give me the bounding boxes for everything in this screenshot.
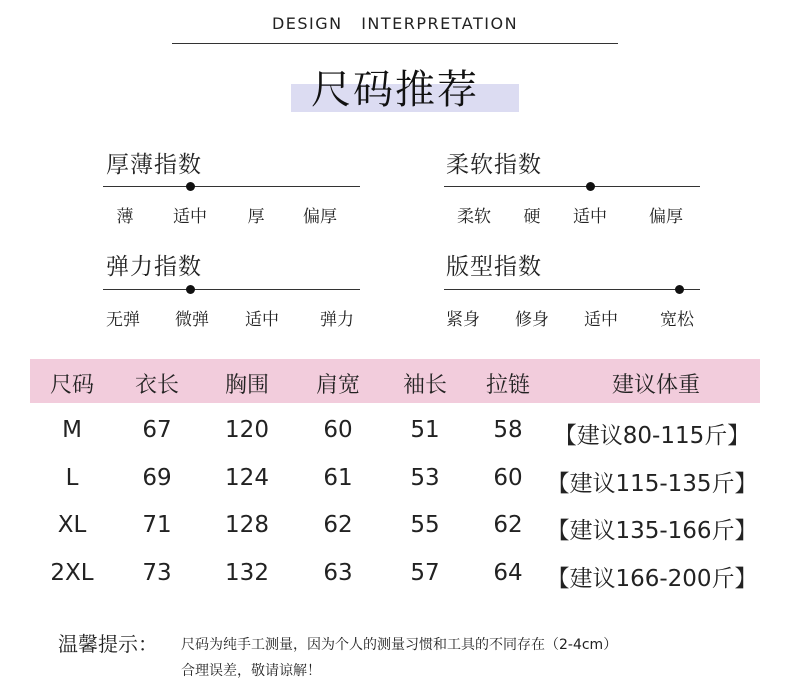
elasticity-index-scale bbox=[103, 289, 360, 290]
size-table-header-shoulder: 肩宽 bbox=[315, 373, 361, 398]
table-row-m-length: 67 bbox=[142, 417, 172, 443]
elasticity-label-1: 无弹 bbox=[106, 310, 140, 330]
header-divider bbox=[172, 43, 618, 44]
table-row-m-zipper: 58 bbox=[493, 417, 523, 443]
table-row-2xl-size: 2XL bbox=[50, 560, 94, 586]
elasticity-index-title: 弹力指数 bbox=[106, 254, 202, 280]
table-row-l-size: L bbox=[65, 465, 79, 491]
thickness-label-1: 薄 bbox=[116, 207, 134, 227]
table-row-xl-sleeve: 55 bbox=[410, 512, 440, 538]
thickness-index-marker bbox=[186, 182, 195, 191]
table-row-m-chest: 120 bbox=[225, 417, 269, 443]
softness-label-4: 偏厚 bbox=[649, 207, 683, 227]
table-row-2xl-shoulder: 63 bbox=[323, 560, 353, 586]
table-row-m-shoulder: 60 bbox=[323, 417, 353, 443]
table-row-m-weight: 【建议80-115斤】 bbox=[553, 423, 751, 449]
softness-label-3: 适中 bbox=[573, 207, 607, 227]
note-line-2: 合理误差，敬请谅解！ bbox=[181, 663, 321, 679]
table-row-l-sleeve: 53 bbox=[410, 465, 440, 491]
fit-index-title: 版型指数 bbox=[446, 254, 542, 280]
fit-label-1: 紧身 bbox=[446, 310, 480, 330]
softness-index-marker bbox=[586, 182, 595, 191]
table-row-xl-shoulder: 62 bbox=[323, 512, 353, 538]
table-row-2xl-chest: 132 bbox=[225, 560, 269, 586]
note-line-1: 尺码为纯手工测量，因为个人的测量习惯和工具的不同存在（2-4cm） bbox=[181, 637, 618, 653]
table-row-m-size: M bbox=[62, 417, 82, 443]
table-row-xl-length: 71 bbox=[142, 512, 172, 538]
elasticity-label-3: 适中 bbox=[245, 310, 279, 330]
fit-label-4: 宽松 bbox=[660, 310, 694, 330]
page-title: 尺码推荐 bbox=[311, 67, 479, 113]
thickness-index-title: 厚薄指数 bbox=[106, 152, 202, 178]
thickness-label-4: 偏厚 bbox=[303, 207, 337, 227]
table-row-l-length: 69 bbox=[142, 465, 172, 491]
size-table-header-chest: 胸围 bbox=[224, 373, 270, 398]
softness-index-title: 柔软指数 bbox=[446, 152, 542, 178]
thickness-label-2: 适中 bbox=[173, 207, 207, 227]
note-title: 温馨提示： bbox=[58, 632, 158, 656]
table-row-2xl-length: 73 bbox=[142, 560, 172, 586]
elasticity-index-marker bbox=[186, 285, 195, 294]
table-row-2xl-sleeve: 57 bbox=[410, 560, 440, 586]
table-row-xl-size: XL bbox=[57, 512, 87, 538]
fit-index-scale bbox=[444, 289, 700, 290]
header-english-title: DESIGN INTERPRETATION bbox=[271, 14, 519, 33]
table-row-2xl-zipper: 64 bbox=[493, 560, 523, 586]
size-table-header-weight: 建议体重 bbox=[611, 373, 701, 398]
softness-label-2: 硬 bbox=[523, 207, 541, 227]
table-row-xl-weight: 【建议135-166斤】 bbox=[546, 518, 758, 544]
size-table-header-size: 尺码 bbox=[49, 373, 95, 398]
thickness-label-3: 厚 bbox=[247, 207, 265, 227]
table-row-l-weight: 【建议115-135斤】 bbox=[546, 471, 758, 497]
fit-label-2: 修身 bbox=[515, 310, 549, 330]
size-table-header-zipper: 拉链 bbox=[485, 373, 531, 398]
table-row-l-zipper: 60 bbox=[493, 465, 523, 491]
table-row-l-shoulder: 61 bbox=[323, 465, 353, 491]
elasticity-label-2: 微弹 bbox=[175, 310, 209, 330]
size-table-header-length: 衣长 bbox=[134, 373, 180, 398]
table-row-l-chest: 124 bbox=[225, 465, 269, 491]
table-row-2xl-weight: 【建议166-200斤】 bbox=[546, 566, 758, 592]
softness-label-1: 柔软 bbox=[457, 207, 491, 227]
thickness-index-scale bbox=[103, 186, 360, 187]
size-table-header-sleeve: 袖长 bbox=[402, 373, 448, 398]
table-row-xl-zipper: 62 bbox=[493, 512, 523, 538]
table-row-m-sleeve: 51 bbox=[410, 417, 440, 443]
softness-index-scale bbox=[444, 186, 700, 187]
elasticity-label-4: 弹力 bbox=[320, 310, 354, 330]
fit-index-marker bbox=[675, 285, 684, 294]
fit-label-3: 适中 bbox=[584, 310, 618, 330]
table-row-xl-chest: 128 bbox=[225, 512, 269, 538]
